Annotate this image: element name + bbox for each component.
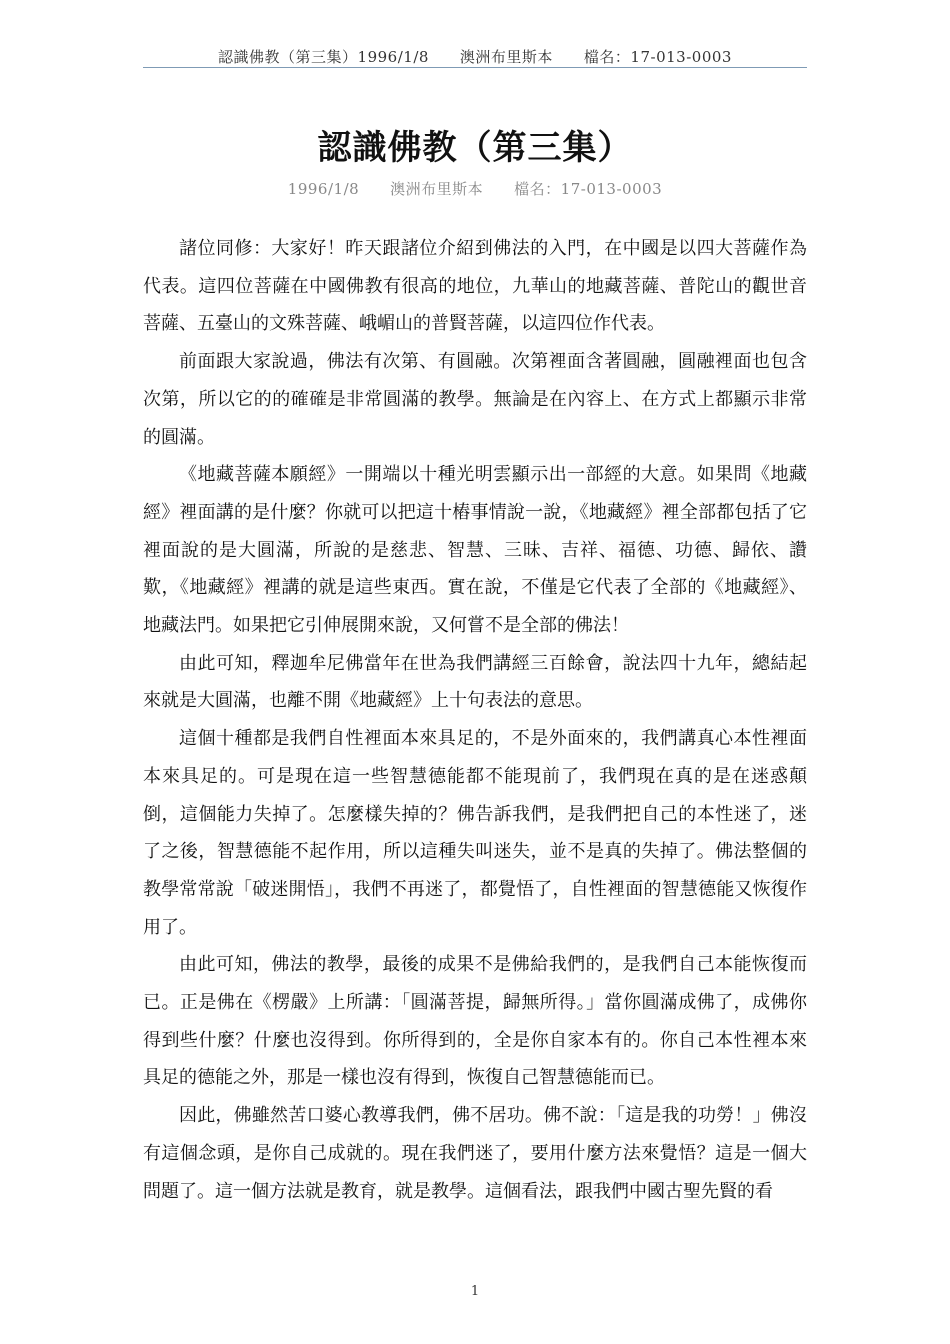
header-divider [143,67,807,68]
document-subtitle: 1996/1/8 澳洲布里斯本 檔名：17-013-0003 [287,180,663,198]
page-number: 1 [470,1284,480,1299]
paragraph: 由此可知，佛法的教學，最後的成果不是佛給我們的，是我們自己本能恢復而已。正是佛在《楞嚴》上所講：「圓滿菩提，歸無所得。」當你圓滿成佛了，成佛你得到些什麼？什麼也沒得到。你所得到的，全是你自家本有的。你自己本性裡本來具足的德能之外，那是一樣也沒有得到，恢復自己智慧德能而已。 [143,954,807,1089]
running-header: 認識佛教（第三集）1996/1/8 澳洲布里斯本 檔名：17-013-0003 [218,48,732,66]
paragraph: 前面跟大家說過，佛法有次第、有圓融。次第裡面含著圓融，圓融裡面也包含次第，所以它的的確確是非常圓滿的教學。無論是在內容上、在方式上都顯示非常的圓滿。 [143,351,807,448]
paragraph: 《地藏菩薩本願經》一開端以十種光明雲顯示出一部經的大意。如果問《地藏經》裡面講的是什麼？你就可以把這十樁事情說一說，《地藏經》裡全部都包括了它裡面說的是大圓滿，所說的是慈悲、智慧、三昧、吉祥、福德、功德、歸依、讚歎，《地藏經》裡講的就是這些東西。實在說，不僅是它代表了全部的《地藏經》、地藏法門。如果把它引伸展開來說，又何嘗不是全部的佛法！ [143,464,807,637]
paragraph: 諸位同修：大家好！昨天跟諸位介紹到佛法的入門，在中國是以四大菩薩作為代表。這四位菩薩在中國佛教有很高的地位，九華山的地藏菩薩、普陀山的觀世音菩薩、五臺山的文殊菩薩、峨嵋山的普賢菩薩，以這四位作代表。 [143,238,807,335]
paragraph: 因此，佛雖然苦口婆心教導我們，佛不居功。佛不說：「這是我的功勞！」佛沒有這個念頭，是你自己成就的。現在我們迷了，要用什麼方法來覺悟？這是一個大問題了。這一個方法就是教育，就是教學。這個看法，跟我們中國古聖先賢的看 [143,1105,807,1202]
paragraph: 由此可知，釋迦牟尼佛當年在世為我們講經三百餘會，說法四十九年，總結起來就是大圓滿，也離不開《地藏經》上十句表法的意思。 [143,652,807,712]
paragraph: 這個十種都是我們自性裡面本來具足的，不是外面來的，我們講真心本性裡面本來具足的。可是現在這一些智慧德能都不能現前了，我們現在真的是在迷惑顛倒，這個能力失掉了。怎麼樣失掉的？佛告訴我們，是我們把自己的本性迷了，迷了之後，智慧德能不起作用，所以這種失叫迷失，並不是真的失掉了。佛法整個的教學常常說「破迷開悟」，我們不再迷了，都覺悟了，自性裡面的智慧德能又恢復作用了。 [143,728,807,938]
body-text [143,230,807,1210]
page-title: 認識佛教（第三集） [317,128,633,168]
